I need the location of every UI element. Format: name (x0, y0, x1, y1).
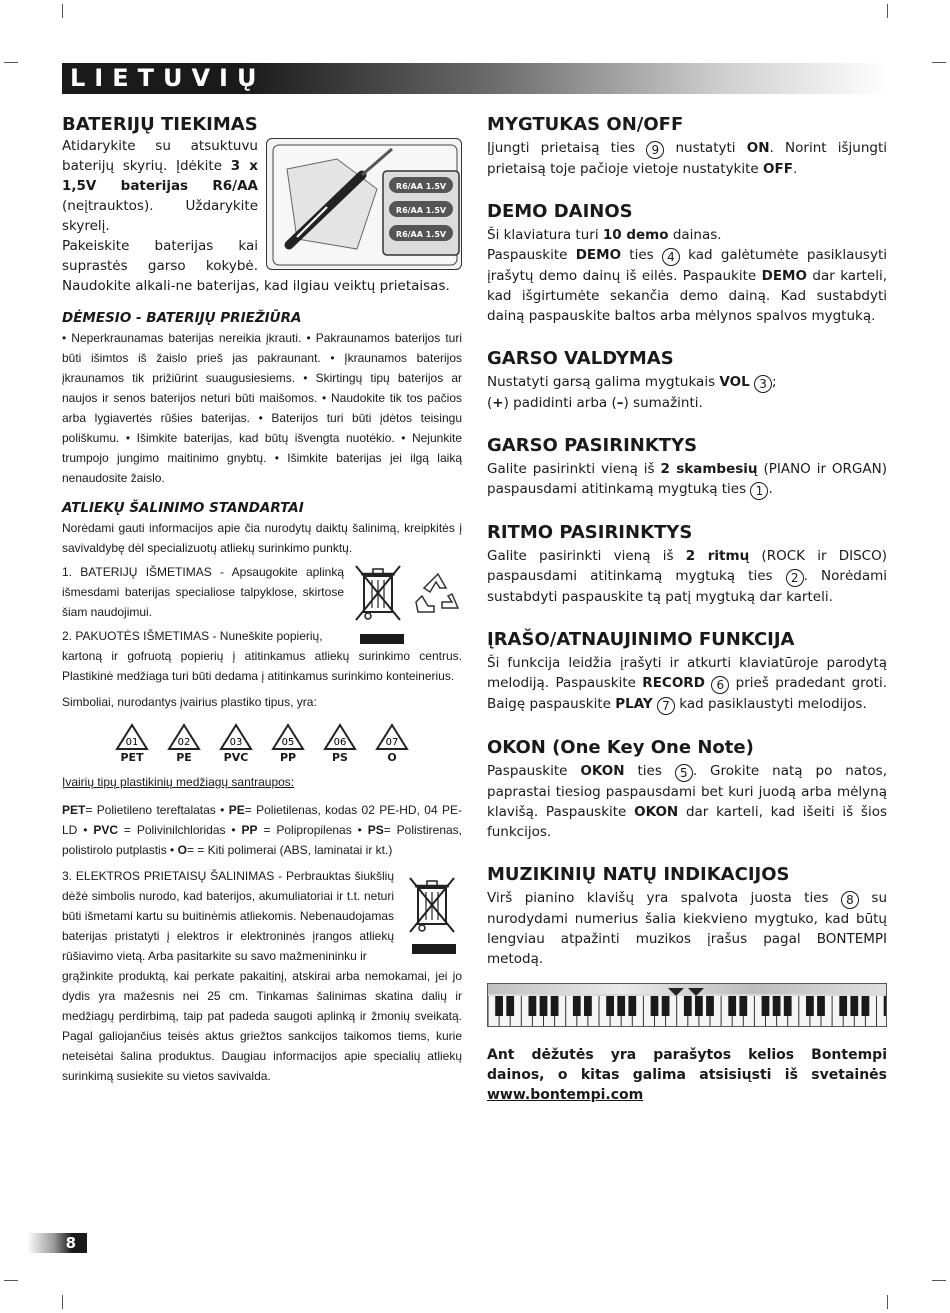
record-section (487, 629, 887, 715)
resin-label: PP (279, 751, 297, 764)
keyboard-illustration (487, 983, 887, 1027)
warning-text: • Neperkraunamas baterijas nereikia įkrauti. • Pakraunamos baterijos turi būti išimtos iš žaislo prieš jas pakraunant. • Įkraunamos baterijos įkraunamos tik prižiūrint suaugusiesiems. • Skirtingų tipų baterijos ar naujos ir senos baterijos neturi būti maišomos. • Naudokite tik tos pačios arba lygiavertės rūšies baterijas. • Baterijos turi būti įdėtos teisingu poliškumu. • Išimkite baterijas, kad būtų išvengta nuotėkio. • Nejunkite trumpojo jungimo maitinimo gnybtų. • Išimkite baterijas jei ilgą laiką nenaudosite žaislo. (62, 331, 462, 485)
language-title: LIETUVIŲ (70, 64, 266, 92)
black-key (529, 996, 537, 1016)
callout-number: 6 (711, 676, 729, 694)
bontempi-website-link[interactable]: www.bontempi.com (487, 1087, 644, 1103)
recycle-icon (412, 568, 464, 620)
abbreviations-list: PET= Polietileno tereftalatas • PE= Polietilenas, kodas 02 PE-HD, 04 PE-LD • PVC = Polivinilchloridas • PP = Polipropilenas • PS= Polistirenas, polistirolo putplastis • O= = Kiti polimerai (ABS, laminatai ir kt.) (62, 803, 462, 857)
black-key (495, 996, 503, 1016)
black-key (628, 996, 636, 1016)
sound-section (487, 435, 887, 500)
resin-label: PVC (223, 751, 249, 764)
disposal-title: ATLIEKŲ ŠALINIMO STANDARTAI (62, 500, 304, 516)
black-key (817, 996, 825, 1016)
plastic-symbols-intro: Simboliai, nurodantys įvairius plastiko tipus, yra: (62, 695, 317, 709)
disposal-item-2-cont: kartoną ir gofruotą popierių į atitinkamus atliekų surinkimo centrus. Plastikinė medžiaga turi būti dedama į atitinkamus surinkimo konteinerius. (62, 649, 462, 683)
battery-text: (neįtrauktos). Uždarykite skyrelį. (62, 198, 258, 234)
notes-title: MUZIKINIŲ NATŲ INDIKACIJOS (487, 864, 790, 885)
sound-text: Galite pasirinkti vieną iš 2 skambesių (PIANO ir ORGAN) paspausdami atitinkamą mygtuką ties 1 . (487, 461, 887, 498)
resin-code-pet (113, 722, 151, 764)
black-key (850, 996, 858, 1016)
battery-section (62, 114, 462, 296)
battery-cell-label: R6/AA 1.5V (395, 230, 447, 239)
callout-number: 9 (646, 141, 664, 159)
notes-section (487, 864, 887, 969)
black-key (862, 996, 870, 1016)
resin-code-ps (321, 722, 359, 764)
svg-text:03: 03 (229, 737, 243, 748)
screwdriver-battery-icon (267, 139, 463, 271)
battery-cell-label: R6/AA 1.5V (395, 182, 447, 191)
onoff-section (487, 114, 887, 179)
black-key (695, 996, 703, 1016)
crop-mark (932, 1280, 946, 1281)
callout-number: 5 (675, 764, 693, 782)
left-column (62, 114, 462, 1086)
onoff-title: MYGTUKAS ON/OFF (487, 114, 684, 135)
svg-text:07: 07 (385, 737, 399, 748)
crop-mark (62, 4, 63, 18)
demo-text: Ši klaviatura turi 10 demo dainas. Paspauskite DEMO ties 4 kad galėtumėte pasiklausyti įrašytų demo dainų iš eilės. Paspaukite DEMO dar karteli, kad išgirtumėte sekančia demo dainą. Kad sustabdyti dainą paspauskite baltos arba mėlynos spalvos mygtuką. (487, 227, 888, 324)
disposal-item-1: 1. BATERIJŲ IŠMETIMAS - Apsaugokite aplinką išmesdami baterijas specialiose talpyklose, skirtose šiam naudojimui. (62, 565, 344, 619)
volume-text: Nustatyti garsą galima mygtukais VOL 3 ; (+) padidinti arba (–) sumažinti. (487, 374, 777, 411)
recycle-triangle-icon (166, 722, 202, 752)
black-key (606, 996, 614, 1016)
page-number-tab (27, 1233, 87, 1253)
volume-section (487, 348, 887, 413)
black-key (773, 996, 781, 1016)
crossed-bin-icon (406, 874, 458, 938)
battery-text: Atidarykite su atsuktuvu baterijų skyrių. Įdėkite (62, 138, 258, 174)
rhythm-section (487, 522, 887, 607)
battery-replace-text: Pakeiskite baterijas kai suprastės garso kokybė. Naudokite alkali-ne baterijas, kad ilgiau veiktų prietaisas. (62, 238, 450, 294)
black-key (506, 996, 514, 1016)
disposal-item-2-start: 2. PAKUOTĖS IŠMETIMAS - Nuneškite popierių, (62, 629, 323, 643)
black-key (551, 996, 559, 1016)
page-number: 8 (65, 1234, 76, 1252)
battery-compartment-illustration (266, 138, 462, 270)
battery-spec: 3 x 1,5V baterijas R6/AA (62, 158, 258, 194)
resin-label: PE (176, 751, 192, 764)
disposal-intro: Norėdami gauti informacijos apie čia nurodytų daiktų šalinimą, kreipkitės į savivaldybę dėl specializuotų atliekų surinkimo punktų. (62, 521, 462, 555)
black-key (784, 996, 792, 1016)
closing-note: Ant dėžutės yra parašytos kelios Bontempi dainos, o kitas galima atsisiųsti iš svetainės www.bontempi.com (487, 1047, 887, 1103)
black-key (806, 996, 814, 1016)
black-key (728, 996, 736, 1016)
demo-section (487, 201, 887, 326)
recycle-triangle-icon (322, 722, 358, 752)
abbreviations-title: Įvairių tipų plastikinių medžiagų santraupos: (62, 775, 295, 789)
crop-mark (932, 62, 946, 63)
black-key (662, 996, 670, 1016)
battery-cell-label: R6/AA 1.5V (395, 206, 447, 215)
resin-code-o (373, 722, 411, 764)
disposal-section (62, 498, 462, 1086)
black-key (573, 996, 581, 1016)
callout-number: 8 (841, 891, 859, 909)
disposal-item-3-start: 3. ELEKTROS PRIETAISŲ ŠALINIMAS - Perbrauktas šiukšlių dėžė simbolis nurodo, kad baterijos, akumuliatoriai ir t.t. neturi būti išmetami kartu su buitinėmis atliekomis. Nebenaudojamas baterijas pristatyti į elektros ir elektroninės įrangos atliekų rūšiavimo vietą. Arba pasitarkite su savo mažmenininku ir (62, 869, 394, 963)
weee-disposal-block (62, 866, 462, 966)
crop-mark (62, 1295, 63, 1309)
disposal-item-3-cont: grąžinkite produktą, kai perkate pakaitinį, atskirai arba nemokamai, jei jo dydis yra mažesnis nei 25 cm. Tinkamas šalinimas skatina dalių ir medžiagų perdirbimą, taip pat padeda saugoti aplinką ir žmonių sveikatą. Pagal galiojančius teisės aktus griežtos sankcijos taikomos tiems, kurie neteisėtai šalina produktus. Daugiau informacijos apie specialių atliekų surinkimą susiekite su vietos savivalda. (62, 969, 462, 1083)
record-title: ĮRAŠO/ATNAUJINIMO FUNKCIJA (487, 629, 795, 650)
demo-title: DEMO DAINOS (487, 201, 633, 222)
bin-bar (360, 634, 404, 644)
svg-text:02: 02 (177, 737, 191, 748)
bin-bar (412, 944, 456, 954)
black-key (706, 996, 714, 1016)
black-key (739, 996, 747, 1016)
callout-number: 4 (662, 248, 680, 266)
callout-number: 3 (754, 375, 772, 393)
black-key (651, 996, 659, 1016)
record-text: Ši funkcija leidžia įrašyti ir atkurti klaviatūroje parodytą melodiją. Paspauskite RECORD 6 prieš pradedant groti. Baigę paspauskite PLAY 7 kad pasiklaustyti melodijos. (487, 655, 887, 713)
rhythm-title: RITMO PASIRINKTYS (487, 522, 693, 543)
resin-label: PS (332, 751, 348, 764)
resin-codes (62, 722, 462, 764)
piano-keys-icon (488, 984, 887, 1027)
onoff-text: Įjungti prietaisą ties 9 nustatyti ON. Norint išjungti prietaisą toje pačioje vietoje nustatykite OFF. (487, 140, 888, 177)
language-header-bar (62, 63, 888, 94)
battery-disposal-block (62, 562, 462, 622)
battery-title: BATERIJŲ TIEKIMAS (62, 114, 258, 135)
sound-title: GARSO PASIRINKTYS (487, 435, 698, 456)
svg-text:06: 06 (333, 737, 347, 748)
black-key (839, 996, 847, 1016)
resin-code-pvc (217, 722, 255, 764)
black-key (762, 996, 770, 1016)
black-key (884, 996, 887, 1016)
resin-code-pp (269, 722, 307, 764)
callout-number: 1 (750, 482, 768, 500)
okon-text: Paspauskite OKON ties 5 . Grokite natą po natos, paprastai tiesiog paspausdami bet kuri juodą arba mėlyną klavišą. Paspauskite OKON dar karteli, kad išeiti iš šios funkcijos. (487, 763, 888, 840)
resin-label: O (387, 751, 397, 764)
crop-mark (4, 1280, 18, 1281)
recycle-triangle-icon (114, 722, 150, 752)
volume-title: GARSO VALDYMAS (487, 348, 674, 369)
crop-mark (4, 62, 18, 63)
svg-text:01: 01 (125, 737, 139, 748)
svg-text:05: 05 (281, 737, 295, 748)
warning-title: DĖMESIO - BATERIJŲ PRIEŽIŪRA (62, 310, 302, 326)
recycle-triangle-icon (374, 722, 410, 752)
crossed-bin-icon (352, 562, 404, 626)
battery-warning-section (62, 308, 462, 488)
resin-code-pe (165, 722, 203, 764)
black-key (584, 996, 592, 1016)
callout-number: 7 (657, 697, 675, 715)
notes-text: Virš pianino klavišų yra spalvota juosta ties 8 su nurodydami numerius šalia kiekvieno mygtuko, kad būtų lengviau atpažinti muzikos įrašus pagal BONTEMPI metodą. (487, 890, 888, 967)
crop-mark (887, 4, 888, 18)
black-key (540, 996, 548, 1016)
black-key (684, 996, 692, 1016)
resin-label: PET (120, 751, 144, 764)
recycle-triangle-icon (270, 722, 306, 752)
okon-title: OKON (One Key One Note) (487, 737, 754, 758)
callout-number: 2 (786, 569, 804, 587)
right-column (487, 114, 887, 1105)
okon-section (487, 737, 887, 842)
recycle-triangle-icon (218, 722, 254, 752)
crop-mark (887, 1295, 888, 1309)
black-key (617, 996, 625, 1016)
rhythm-text: Galite pasirinkti vieną iš 2 ritmų (ROCK ir DISCO) paspausdami atitinkamą mygtuką ties 2 . Norėdami sustabdyti paspauskite tą patį mygtuką dar karteli. (487, 548, 887, 605)
